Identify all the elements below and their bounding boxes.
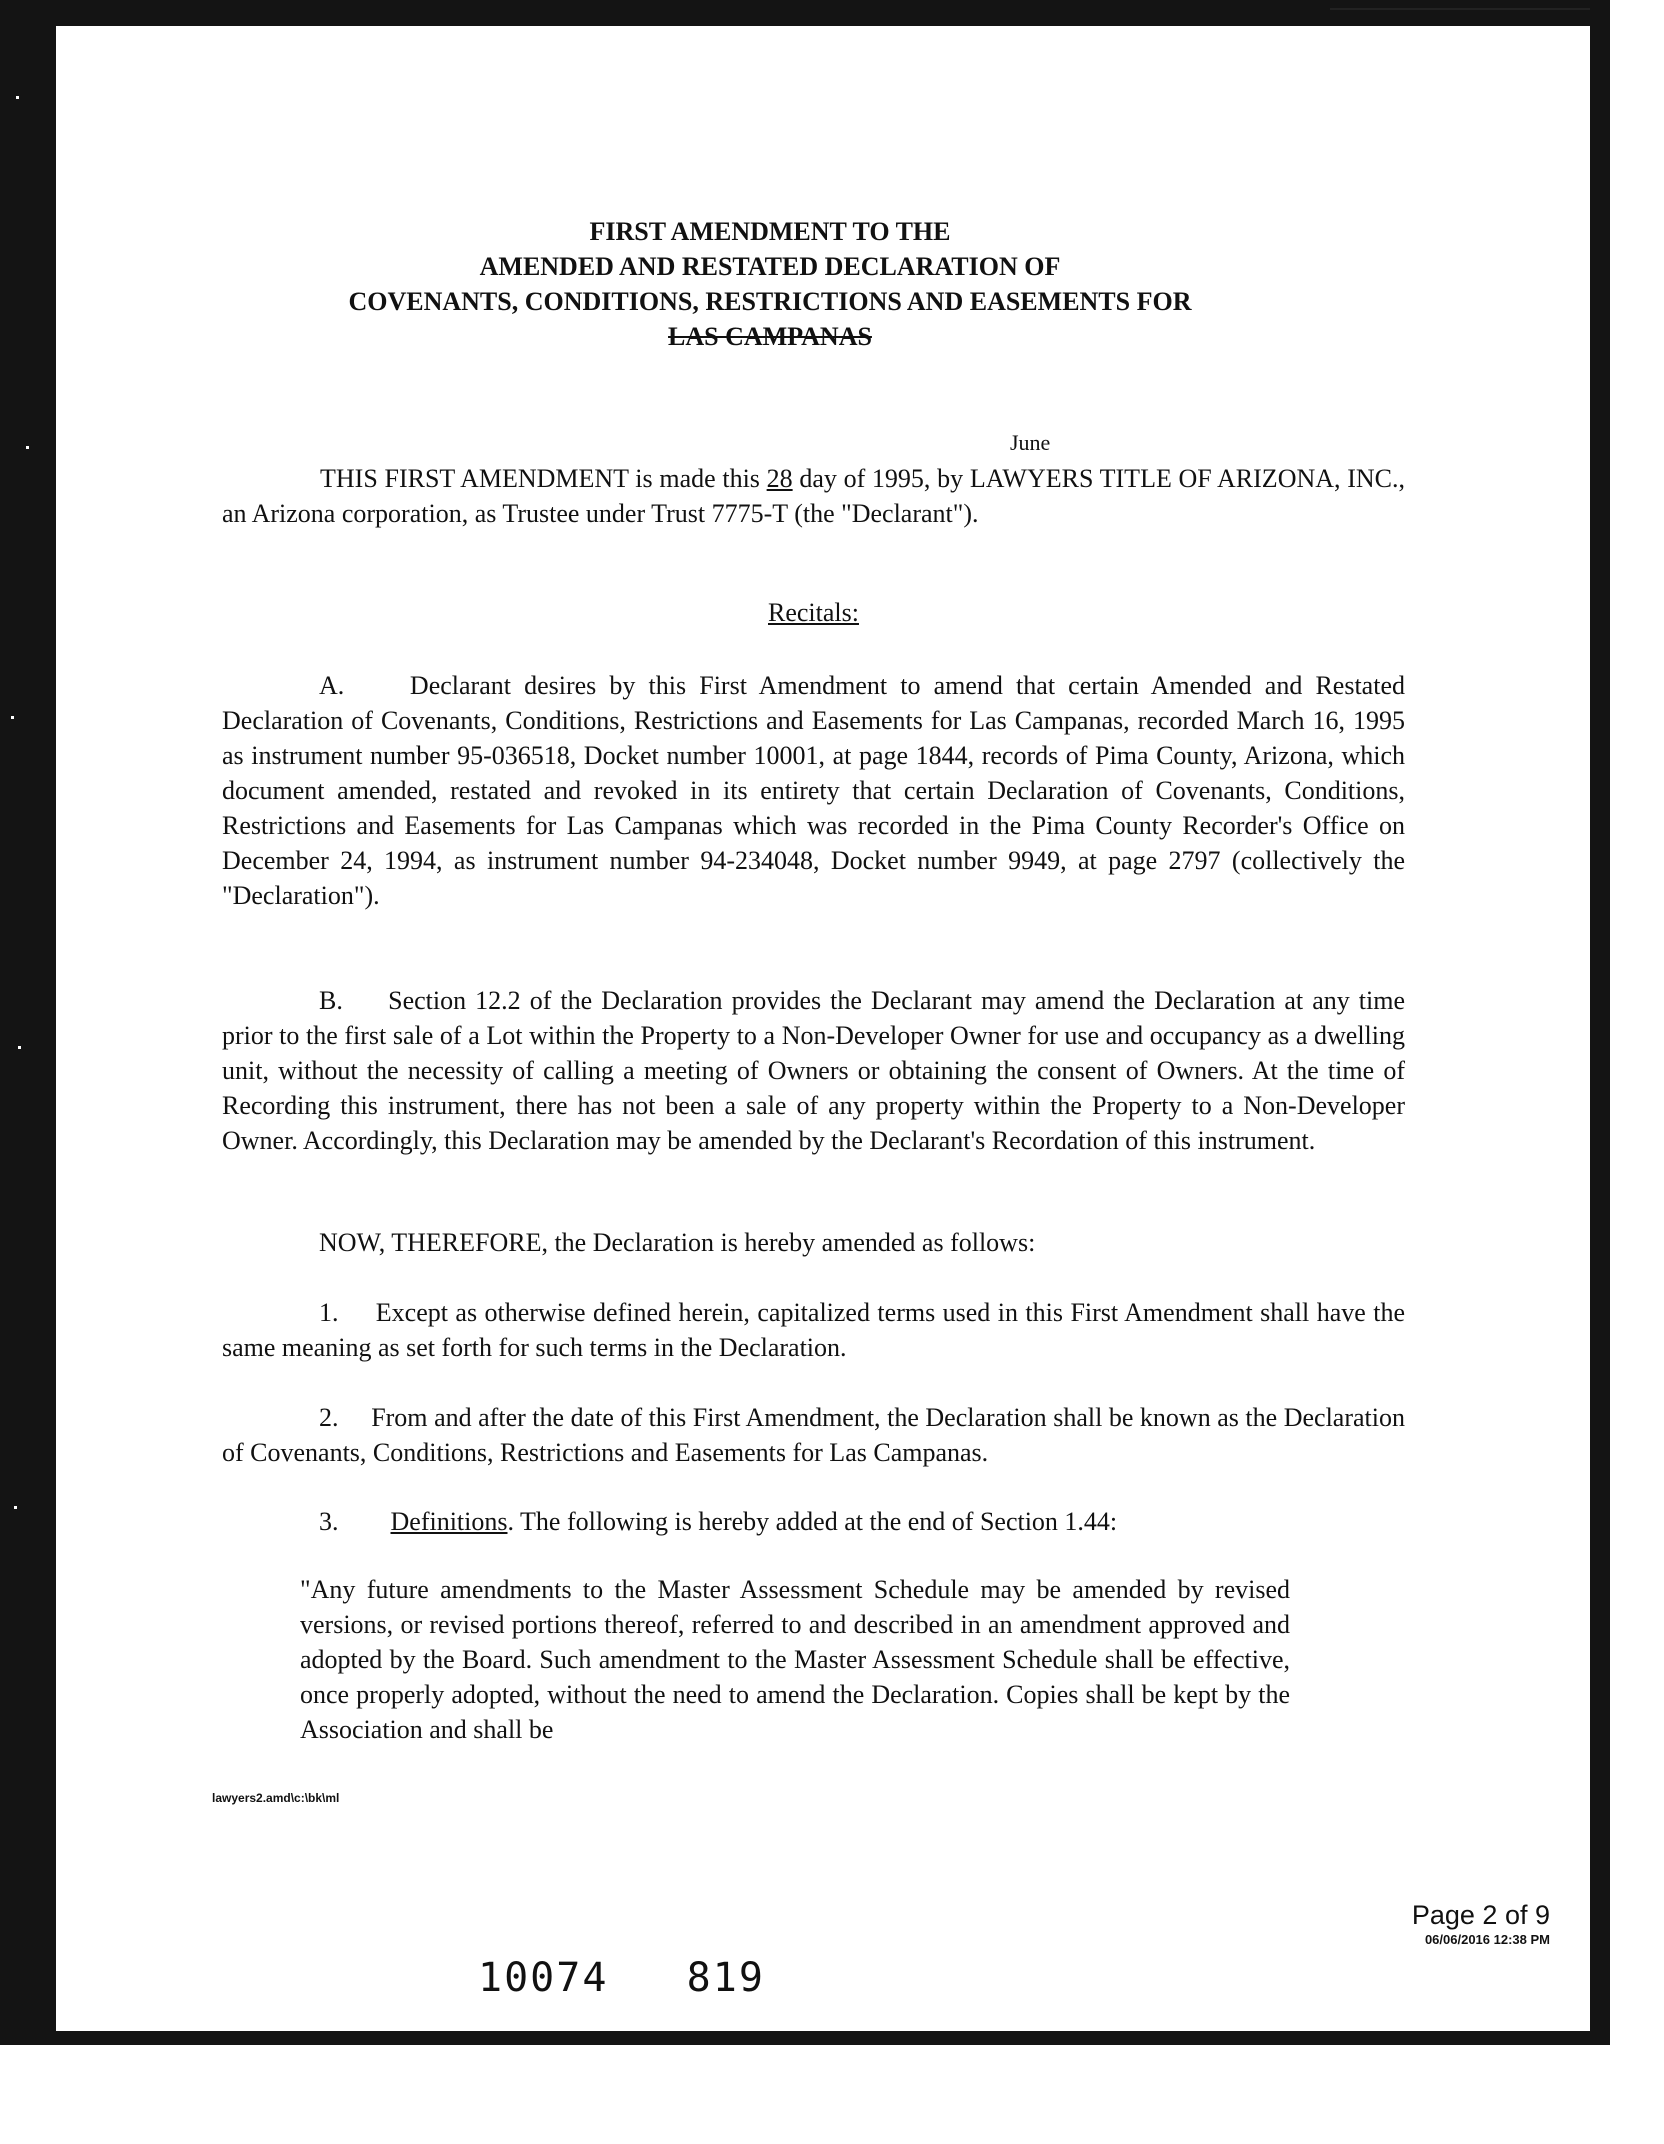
page-number: Page 2 of 9 (1411, 1900, 1550, 1930)
title-line: FIRST AMENDMENT TO THE (589, 217, 951, 246)
definitions-heading: Definitions (390, 1507, 508, 1536)
intro-paragraph (222, 461, 1405, 531)
intro-text: THIS FIRST AMENDMENT is made this (320, 464, 767, 493)
paragraph-label: 1. (319, 1298, 339, 1327)
paragraph-text: Section 12.2 of the Declaration provides the Declarant may amend the Declaration at any time prior to the first sale of a Lot within the Property to a Non-Developer Owner for use and occupancy as a dwelling unit, without the necessity of calling a meeting of Owners or obtaining the consent of Owners. At the time of Recording this instrument, there has not been a sale of any property within the Property to a Non-Developer Owner. Accordingly, this Declaration may be amended by the Declarant's Recordation of this instrument. (222, 986, 1406, 1155)
title-line: COVENANTS, CONDITIONS, RESTRICTIONS AND EASEMENTS FOR (348, 287, 1192, 316)
intro-text: day of 1995, by LAWYERS TITLE OF ARIZONA, INC., an Arizona corporation, as Trustee under Trust 7775-T (the "Declarant"). (222, 464, 1405, 528)
recital-b (222, 983, 1405, 1158)
section-1 (222, 1295, 1405, 1365)
title-line: AMENDED AND RESTATED DECLARATION OF (479, 252, 1061, 281)
paragraph-text: . The following is hereby added at the end of Section 1.44: (507, 1507, 1118, 1536)
section-2 (222, 1400, 1405, 1470)
handwritten-month: June (1010, 430, 1051, 455)
file-path-code: lawyers2.amd\c:\bk\ml (212, 1791, 340, 1805)
recital-a (222, 668, 1405, 913)
docket-stamp (478, 1955, 765, 2001)
paragraph-label: A. (319, 671, 345, 700)
filled-day: 28 (766, 464, 793, 493)
section-3 (222, 1504, 1405, 1539)
paragraph-label: 3. (319, 1507, 339, 1536)
recitals-heading: Recitals: (768, 598, 859, 627)
paragraph-text: From and after the date of this First Amendment, the Declaration shall be known as the Declaration of Covenants, Conditions, Restrictions and Easements for Las Campanas. (222, 1403, 1405, 1467)
paragraph-text: Except as otherwise defined herein, capitalized terms used in this First Amendment shall have the same meaning as set forth for such terms in the Declaration. (222, 1298, 1405, 1362)
paragraph-text: NOW, THEREFORE, the Declaration is hereby amended as follows: (319, 1228, 1036, 1257)
docket-number: 10074 819 (478, 1955, 765, 2001)
title-line: LAS CAMPANAS (668, 322, 872, 351)
paragraph-label: B. (319, 986, 343, 1015)
paragraph-label: 2. (319, 1403, 339, 1432)
now-therefore (222, 1225, 1405, 1260)
document-title (220, 214, 1320, 354)
paragraph-text: Declarant desires by this First Amendment to amend that certain Amended and Restated Declaration of Covenants, Conditions, Restrictions and Easements for Las Campanas, recorded March 16, 1995 as instrument number 95-036518, Docket number 10001, at page 1844, records of Pima County, Arizona, which document amended, restated and revoked in its entirety that certain Declaration of Covenants, Conditions, Restrictions and Easements for Las Campanas which was recorded in the Pima County Recorder's Office on December 24, 1994, as instrument number 94-234048, Docket number 9949, at page 2797 (collectively the "Declaration"). (222, 671, 1405, 910)
quoted-addition: "Any future amendments to the Master Assessment Schedule may be amended by revised versions, or revised portions thereof, referred to and described in an amendment approved and adopted by the Board. Such amendment to the Master Assessment Schedule shall be effective, once properly adopted, without the need to amend the Declaration. Copies shall be kept by the Association and shall be (300, 1575, 1290, 1744)
print-timestamp: 06/06/2016 12:38 PM (1424, 1932, 1550, 1947)
